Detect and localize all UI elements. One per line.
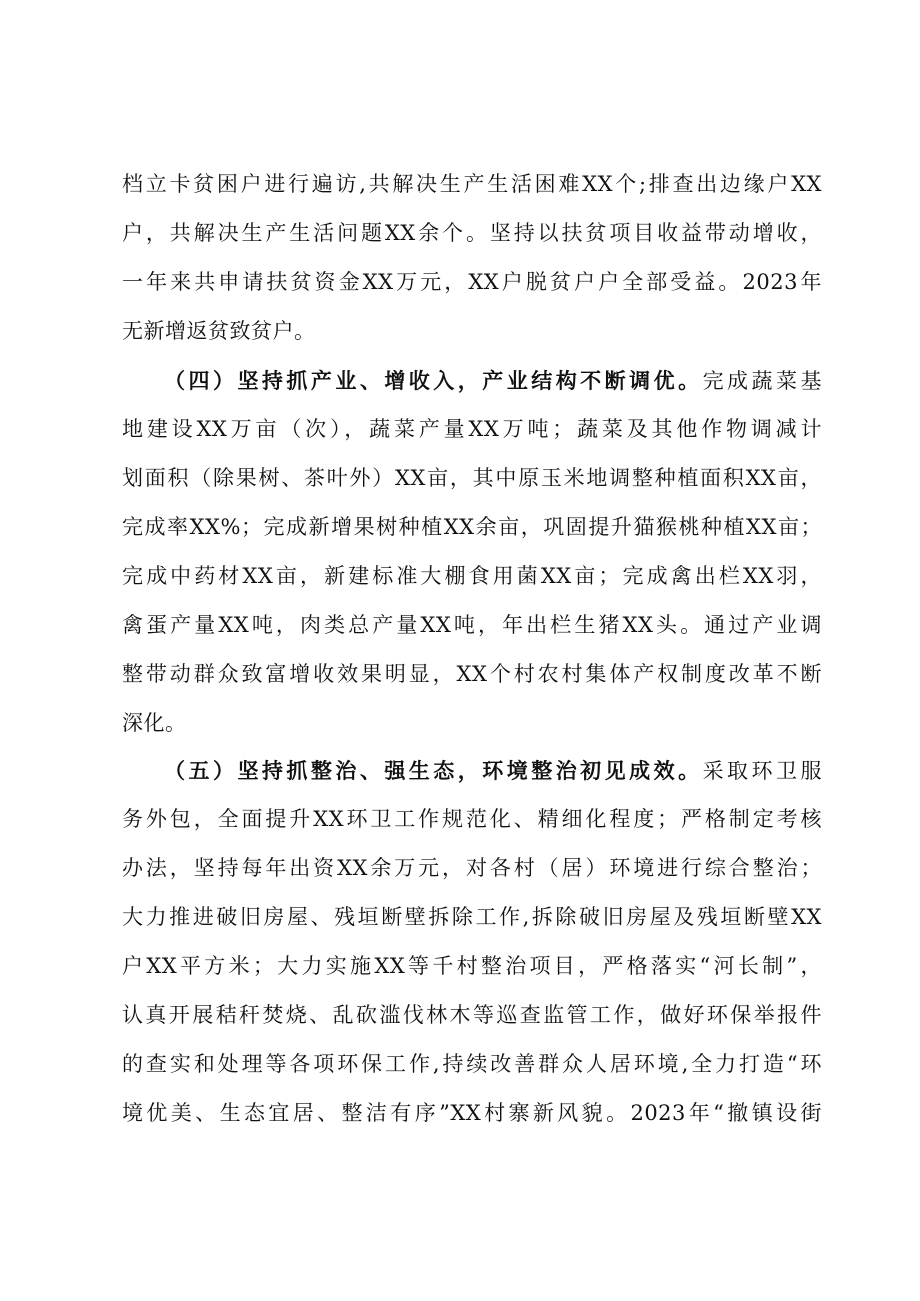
text-line: 户XX平方米；大力实施XX等千村整治项目，严格落实“河长制”，	[122, 954, 822, 978]
text-run: 完成蔬菜基	[702, 369, 822, 393]
text-line: 地建设XX万亩（次），蔬菜产量XX万吨；蔬菜及其他作物调减计	[122, 417, 822, 441]
text-line: 一年来共申请扶贫资金XX万元，XX户脱贫户户全部受益。2023年	[122, 270, 822, 294]
paragraph-industry	[122, 356, 822, 748]
text-line: 档立卡贫困户进行遍访,共解决生产生活困难XX个;排查出边缘户XX	[122, 172, 822, 196]
text-line: 禽蛋产量XX吨，肉类总产量XX吨，年出栏生猪XX头。通过产业调	[122, 613, 822, 637]
paragraph-environment	[122, 746, 822, 1138]
text-line: 认真开展秸秆焚烧、乱砍滥伐林木等巡查监管工作，做好环保举报件	[122, 1003, 822, 1027]
section-heading: （五）坚持抓整治、强生态，环境整治初见成效。	[164, 758, 703, 783]
text-line: 整带动群众致富增收效果明显，XX个村农村集体产权制度改革不断	[122, 662, 822, 686]
text-line: 完成率XX%；完成新增果树种植XX余亩，巩固提升猫猴桃种植XX亩；	[122, 515, 822, 539]
text-line: 办法，坚持每年出资XX余万元，对各村（居）环境进行综合整治；	[122, 856, 822, 880]
text-line: 境优美、生态宜居、整洁有序”XX村寨新风貌。2023年“撤镇设街	[122, 1101, 822, 1125]
paragraph-first-line	[122, 746, 822, 795]
paragraph-poverty-followup	[122, 160, 822, 356]
text-line: 户，共解决生产生活问题XX余个。坚持以扶贫项目收益带动增收，	[122, 221, 822, 245]
text-line: 大力推进破旧房屋、残垣断壁拆除工作,拆除破旧房屋及残垣断壁XX	[122, 905, 822, 929]
text-line: 无新增返贫致贫户。	[122, 319, 316, 343]
paragraph-first-line	[122, 356, 822, 405]
text-line: 深化。	[122, 711, 187, 735]
text-line: 的查实和处理等各项环保工作,持续改善群众人居环境,全力打造“环	[122, 1052, 822, 1076]
text-run: 采取环卫服	[702, 759, 822, 783]
text-line: 务外包，全面提升XX环卫工作规范化、精细化程度；严格制定考核	[122, 807, 822, 831]
text-line: 划面积（除果树、茶叶外）XX亩，其中原玉米地调整种植面积XX亩，	[122, 466, 822, 490]
text-line: 完成中药材XX亩，新建标准大棚食用菌XX亩；完成禽出栏XX羽，	[122, 564, 822, 588]
section-heading: （四）坚持抓产业、增收入，产业结构不断调优。	[164, 368, 703, 393]
